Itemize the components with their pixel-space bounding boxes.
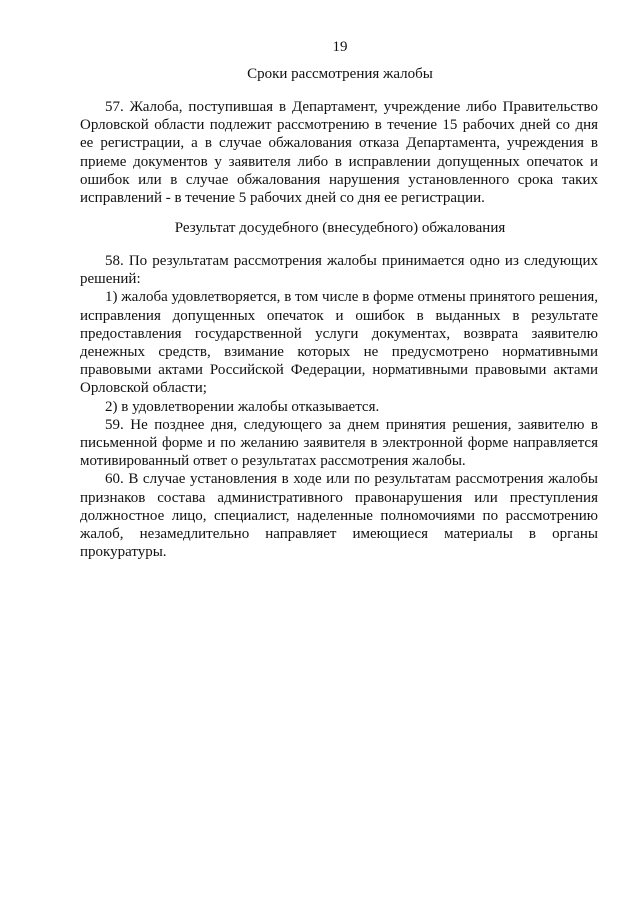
paragraph-58: 58. По результатам рассмотрения жалобы принимается одно из следующих решений: (80, 253, 598, 288)
section-heading-appeal-result: Результат досудебного (внесудебного) обжалования (174, 220, 506, 236)
section-body-review-terms (80, 98, 598, 207)
paragraph-58-item-1: 1) жалоба удовлетворяется, в том числе в форме отмены принятого решения, исправления допущенных опечаток и ошибок в выданных в результате предоставления государственной услуги документах, возврата заявителю денежных средств, взимание которых не предусмотрено нормативными правовыми актами Российской Федерации, нормативными правовыми актами Орловской области; (80, 289, 598, 397)
page-number: 19 (332, 39, 348, 55)
paragraph-60: 60. В случае установления в ходе или по результатам рассмотрения жалобы признаков состава административного правонарушения или преступления должностное лицо, специалист, наделенные полномочиями по рассмотрению жалоб, незамедлительно направляет имеющиеся материалы в органы прокуратуры. (80, 471, 598, 561)
section-heading-review-terms: Сроки рассмотрения жалобы (247, 66, 433, 82)
paragraph-58-item-2: 2) в удовлетворении жалобы отказывается. (105, 398, 380, 415)
paragraph-57: 57. Жалоба, поступившая в Департамент, учреждение либо Правительство Орловской области подлежит рассмотрению в течение 15 рабочих дней со дня ее регистрации, а в случае обжалования отказа Департамента, учреждения в приеме документов у заявителя либо в исправлении допущенных опечаток и ошибок или в случае обжалования нарушения установленного срока таких исправлений - в течение 5 рабочих дней со дня ее регистрации. (80, 99, 598, 207)
section-body-appeal-result (80, 252, 598, 561)
paragraph-59: 59. Не позднее дня, следующего за днем принятия решения, заявителю в письменной форме и по желанию заявителя в электронной форме направляется мотивированный ответ о результатах рассмотрения жалобы. (80, 416, 598, 470)
